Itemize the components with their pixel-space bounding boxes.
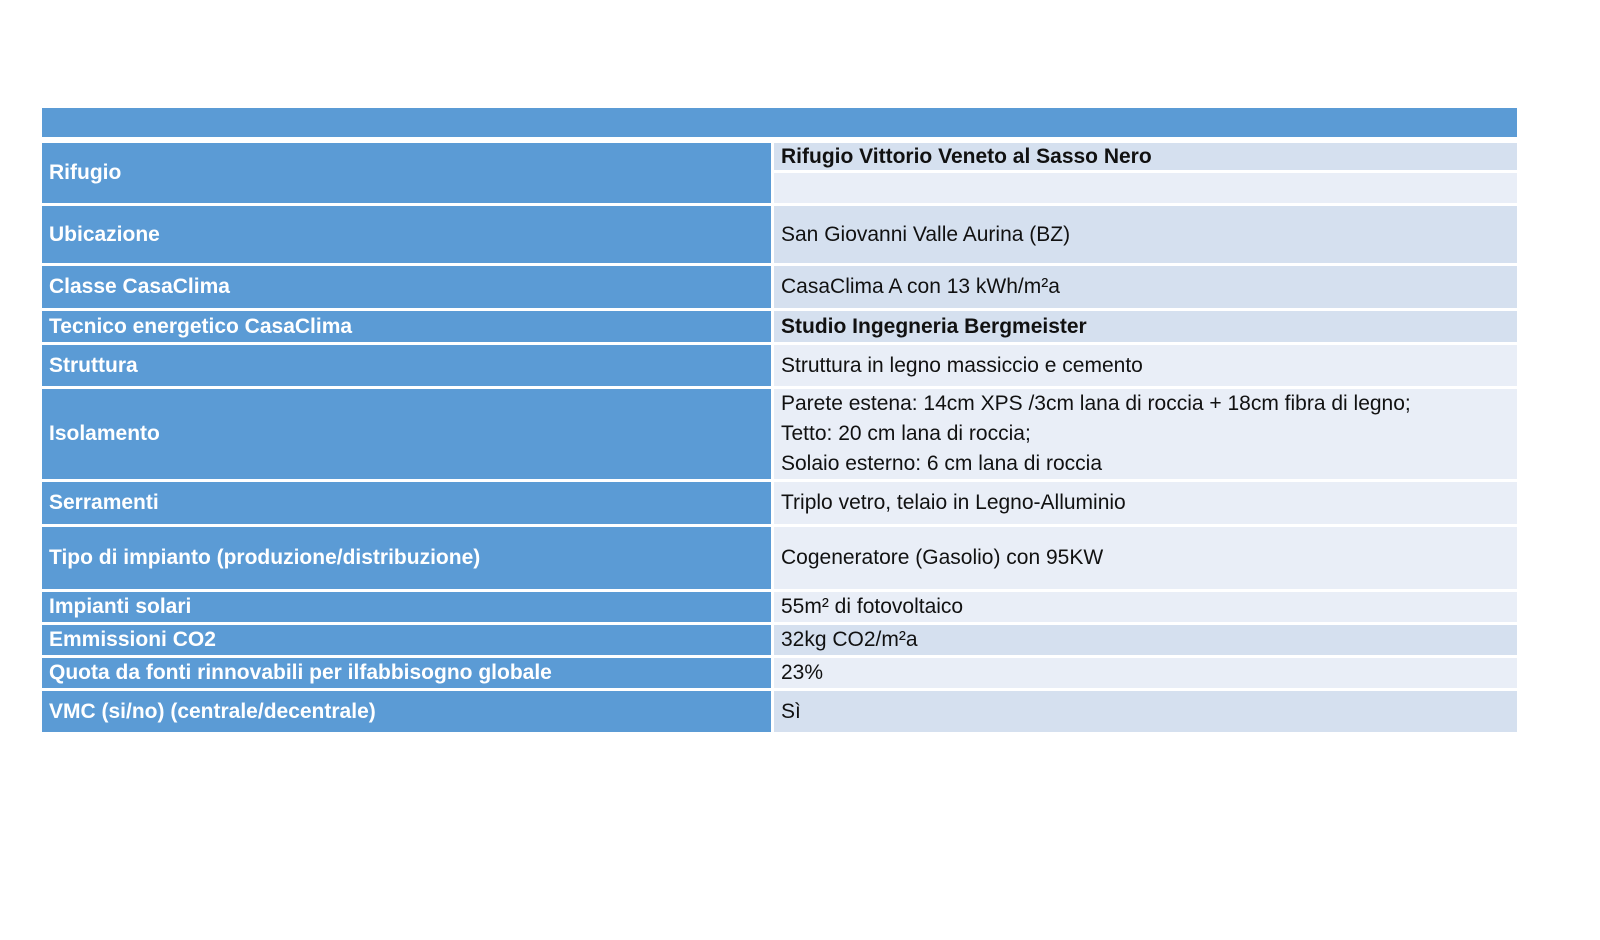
row-value: Struttura in legno massiccio e cemento	[774, 345, 1517, 389]
row-label: Quota da fonti rinnovabili per ilfabbisogno globale	[42, 658, 774, 691]
data-sheet	[42, 108, 1517, 735]
row-value: Sì	[774, 691, 1517, 735]
isolamento-line: Tetto: 20 cm lana di roccia;	[781, 422, 1031, 445]
row-serramenti	[42, 482, 1517, 527]
row-value: CasaClima A con 13 kWh/m²a	[774, 266, 1517, 311]
row-value: Triplo vetro, telaio in Legno-Alluminio	[774, 482, 1517, 527]
row-tipo-impianto	[42, 527, 1517, 592]
isolamento-line: Parete estena: 14cm XPS /3cm lana di roccia + 18cm fibra di legno;	[781, 392, 1411, 415]
row-impianti-solari	[42, 592, 1517, 625]
row-label: Serramenti	[42, 482, 774, 527]
row-value	[774, 389, 1517, 482]
row-label: Impianti solari	[42, 592, 774, 625]
row-label: Isolamento	[42, 389, 774, 482]
row-label: Classe CasaClima	[42, 266, 774, 311]
specs-table	[42, 143, 1517, 735]
row-quota-rinnovabili	[42, 658, 1517, 691]
table-header-bar	[42, 108, 1517, 137]
row-vmc	[42, 691, 1517, 735]
row-value: San Giovanni Valle Aurina (BZ)	[774, 206, 1517, 266]
row-label: Tipo di impianto (produzione/distribuzione)	[42, 527, 774, 592]
row-classe-casaclima	[42, 266, 1517, 311]
row-value: 23%	[774, 658, 1517, 691]
row-label: Ubicazione	[42, 206, 774, 266]
row-emissioni	[42, 625, 1517, 658]
row-rifugio	[42, 143, 1517, 206]
row-value: Studio Ingegneria Bergmeister	[774, 311, 1517, 345]
row-value: Cogeneratore (Gasolio) con 95KW	[774, 527, 1517, 592]
row-ubicazione	[42, 206, 1517, 266]
empty-subcell	[774, 173, 1517, 203]
row-isolamento	[42, 389, 1517, 482]
isolamento-line: Solaio esterno: 6 cm lana di roccia	[781, 452, 1102, 475]
row-label: Rifugio	[42, 143, 774, 206]
row-tecnico	[42, 311, 1517, 345]
row-label: VMC (si/no) (centrale/decentrale)	[42, 691, 774, 735]
row-value: 32kg CO2/m²a	[774, 625, 1517, 658]
row-label: Tecnico energetico CasaClima	[42, 311, 774, 345]
rifugio-name: Rifugio Vittorio Veneto al Sasso Nero	[774, 143, 1517, 173]
row-value: 55m² di fotovoltaico	[774, 592, 1517, 625]
row-label: Emmissioni CO2	[42, 625, 774, 658]
row-value	[774, 143, 1517, 206]
row-label: Struttura	[42, 345, 774, 389]
row-struttura	[42, 345, 1517, 389]
